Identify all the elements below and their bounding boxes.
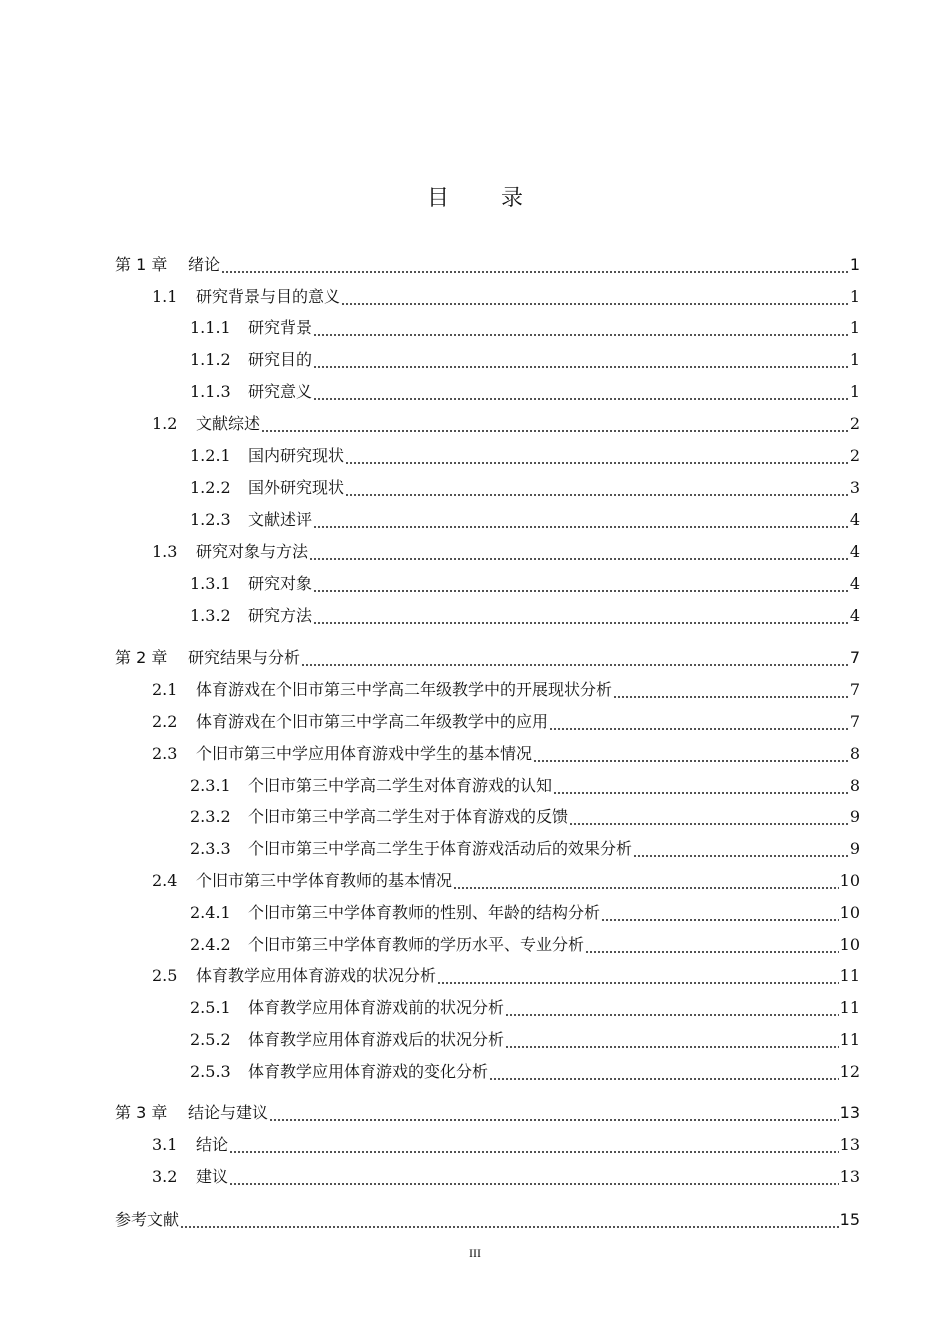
toc-dot-leader [505, 998, 839, 1018]
toc-entry-label: 文献述评 [248, 510, 313, 529]
toc-entry[interactable] [152, 740, 860, 764]
toc-dot-leader [261, 414, 849, 434]
toc-entry[interactable] [190, 602, 860, 626]
toc-dot-leader [180, 1210, 839, 1230]
toc-entry-page: 11 [839, 998, 860, 1017]
toc-entry[interactable] [152, 283, 860, 307]
toc-entry-label: 研究目的 [248, 350, 313, 369]
toc-entry-number: 第 1 章 [115, 255, 168, 274]
toc-entry[interactable] [190, 1026, 860, 1050]
toc-entry-label: 个旧市第三中学体育教师的性别、年龄的结构分析 [248, 903, 601, 922]
toc-entry-page: 1 [849, 255, 860, 274]
toc-entry[interactable] [190, 346, 860, 370]
toc-entry-label: 个旧市第三中学体育教师的基本情况 [196, 871, 453, 890]
toc-dot-leader [229, 1167, 839, 1187]
toc-dot-leader [549, 712, 849, 732]
toc-entry-label: 体育游戏在个旧市第三中学高二年级教学中的应用 [196, 712, 549, 731]
toc-entry-label: 结论与建议 [188, 1103, 269, 1122]
toc-entry-page: 2 [849, 446, 860, 465]
toc-entry[interactable] [152, 962, 860, 986]
toc-entry-page: 1 [849, 287, 860, 306]
toc-entry-page: 11 [839, 966, 860, 985]
toc-entry[interactable] [190, 835, 860, 859]
toc-entry-number: 1.1.2 [190, 350, 231, 369]
toc-entry-page: 10 [839, 903, 860, 922]
toc-dot-leader [313, 318, 849, 338]
toc-entry-label: 结论 [196, 1135, 229, 1154]
toc-dot-leader [553, 776, 849, 796]
toc-entry-page: 4 [849, 606, 860, 625]
toc-entry-label: 研究意义 [248, 382, 313, 401]
toc-entry-page: 10 [839, 871, 860, 890]
toc-entry-label: 文献综述 [196, 414, 261, 433]
toc-entry[interactable] [190, 1058, 860, 1082]
toc-dot-leader [269, 1103, 839, 1123]
toc-dot-leader [313, 382, 849, 402]
toc-dot-leader [313, 606, 849, 626]
toc-entry-number: 2.4 [152, 871, 178, 890]
toc-dot-leader [533, 744, 849, 764]
toc-dot-leader [601, 903, 839, 923]
toc-entry-label: 国外研究现状 [248, 478, 345, 497]
toc-entry-page: 15 [839, 1210, 860, 1229]
toc-entry-page: 1 [849, 350, 860, 369]
toc-entry[interactable] [190, 931, 860, 955]
toc-entry[interactable] [152, 708, 860, 732]
toc-entry-number: 1.2.1 [190, 446, 231, 465]
toc-entry-number: 1.2.3 [190, 510, 231, 529]
toc-entry[interactable] [190, 994, 860, 1018]
toc-entry-label: 绪论 [188, 255, 221, 274]
toc-entry[interactable] [152, 538, 860, 562]
toc-dot-leader [345, 478, 849, 498]
toc-entry-number: 1.1.3 [190, 382, 231, 401]
toc-entry-page: 3 [849, 478, 860, 497]
toc-entry[interactable] [152, 1131, 860, 1155]
toc-entry-number: 2.4.2 [190, 935, 231, 954]
toc-entry-label: 研究对象与方法 [196, 542, 309, 561]
toc-entry-label: 研究对象 [248, 574, 313, 593]
toc-entry-number: 1.2.2 [190, 478, 231, 497]
toc-entry-number: 第 2 章 [115, 648, 168, 667]
toc-title-right: 录 [501, 186, 524, 211]
toc-entry-label: 研究背景与目的意义 [196, 287, 341, 306]
toc-entry-number: 1.2 [152, 414, 178, 433]
toc-chapter-entry[interactable] [115, 1099, 860, 1123]
toc-entry-number: 2.3.1 [190, 776, 231, 795]
toc-entry-label: 个旧市第三中学体育教师的学历水平、专业分析 [248, 935, 585, 954]
toc-entry-number: 3.2 [152, 1167, 178, 1186]
toc-entry-page: 8 [849, 776, 860, 795]
toc-entry-label: 个旧市第三中学高二学生对于体育游戏的反馈 [248, 807, 569, 826]
toc-entry-label: 参考文献 [115, 1210, 180, 1229]
toc-entry-number: 2.3 [152, 744, 178, 763]
toc-entry-label: 研究结果与分析 [188, 648, 301, 667]
toc-entry-number: 1.1 [152, 287, 178, 306]
toc-dot-leader [505, 1030, 839, 1050]
toc-dot-leader [313, 510, 849, 530]
toc-entry[interactable] [152, 676, 860, 700]
toc-entry-page: 9 [849, 839, 860, 858]
toc-entry[interactable] [190, 772, 860, 796]
toc-entry[interactable] [190, 442, 860, 466]
toc-chapter-entry[interactable] [115, 251, 860, 275]
toc-entry-number: 3.1 [152, 1135, 178, 1154]
toc-entry-page: 13 [839, 1135, 860, 1154]
toc-entry[interactable] [190, 899, 860, 923]
toc-entry-page: 12 [839, 1062, 860, 1081]
toc-entry-number: 1.3 [152, 542, 178, 561]
toc-dot-leader [453, 871, 839, 891]
toc-dot-leader [585, 935, 839, 955]
toc-entry[interactable] [190, 506, 860, 530]
toc-entry-number: 第 3 章 [115, 1103, 168, 1122]
toc-entry[interactable] [152, 867, 860, 891]
toc-entry-number: 1.1.1 [190, 318, 231, 337]
toc-dot-leader [301, 648, 849, 668]
toc-dot-leader [309, 542, 849, 562]
toc-entry-page: 4 [849, 510, 860, 529]
toc-entry-page: 4 [849, 574, 860, 593]
toc-entry-page: 13 [839, 1103, 860, 1122]
toc-entry-number: 2.5.1 [190, 998, 231, 1017]
toc-chapter-entry[interactable] [115, 644, 860, 668]
toc-entry-label: 个旧市第三中学高二学生于体育游戏活动后的效果分析 [248, 839, 633, 858]
toc-dot-leader [437, 966, 839, 986]
toc-entry-number: 2.5 [152, 966, 178, 985]
page-number: III [469, 1246, 481, 1260]
toc-entry-page: 4 [849, 542, 860, 561]
toc-dot-leader [489, 1062, 839, 1082]
toc-entry-number: 1.3.1 [190, 574, 231, 593]
toc-entry[interactable] [190, 570, 860, 594]
toc-entry-page: 13 [839, 1167, 860, 1186]
toc-entry-label: 体育教学应用体育游戏后的状况分析 [248, 1030, 505, 1049]
toc-entry-label: 建议 [196, 1167, 229, 1186]
toc-chapter-entry[interactable] [115, 1206, 860, 1230]
toc-entry-label: 研究背景 [248, 318, 313, 337]
toc-dot-leader [229, 1135, 839, 1155]
toc-dot-leader [313, 574, 849, 594]
toc-entry-page: 7 [849, 712, 860, 731]
toc-entry-label: 国内研究现状 [248, 446, 345, 465]
toc-entry-page: 2 [849, 414, 860, 433]
toc-title [0, 181, 950, 212]
toc-entry-page: 9 [849, 807, 860, 826]
toc-entry[interactable] [190, 474, 860, 498]
toc-dot-leader [569, 807, 849, 827]
toc-dot-leader [313, 350, 849, 370]
toc-entry-page: 7 [849, 648, 860, 667]
toc-entry-page: 7 [849, 680, 860, 699]
toc-entry[interactable] [190, 378, 860, 402]
toc-entry-number: 1.3.2 [190, 606, 231, 625]
toc-entry[interactable] [152, 1163, 860, 1187]
toc-dot-leader [613, 680, 849, 700]
toc-entry[interactable] [190, 803, 860, 827]
toc-entry-number: 2.5.2 [190, 1030, 231, 1049]
toc-dot-leader [345, 446, 849, 466]
toc-entry-number: 2.3.2 [190, 807, 231, 826]
toc-entry-label: 研究方法 [248, 606, 313, 625]
toc-entry-number: 2.5.3 [190, 1062, 231, 1081]
toc-entry-label: 个旧市第三中学高二学生对体育游戏的认知 [248, 776, 553, 795]
toc-entry[interactable] [152, 410, 860, 434]
toc-entry-number: 2.2 [152, 712, 178, 731]
toc-dot-leader [633, 839, 849, 859]
toc-entry-label: 体育游戏在个旧市第三中学高二年级教学中的开展现状分析 [196, 680, 613, 699]
toc-entry-label: 体育教学应用体育游戏的变化分析 [248, 1062, 489, 1081]
toc-entry-number: 2.4.1 [190, 903, 231, 922]
toc-entry-label: 体育教学应用体育游戏前的状况分析 [248, 998, 505, 1017]
toc-entry-number: 2.1 [152, 680, 178, 699]
toc-entry-page: 1 [849, 318, 860, 337]
toc-entry-number: 2.3.3 [190, 839, 231, 858]
toc-dot-leader [221, 255, 849, 275]
toc-dot-leader [341, 287, 849, 307]
toc-entry-page: 1 [849, 382, 860, 401]
toc-entry-label: 个旧市第三中学应用体育游戏中学生的基本情况 [196, 744, 533, 763]
toc-entry-page: 11 [839, 1030, 860, 1049]
toc-entry[interactable] [190, 314, 860, 338]
toc-entry-label: 体育教学应用体育游戏的状况分析 [196, 966, 437, 985]
toc-title-left: 目 [426, 186, 449, 211]
toc-entry-page: 10 [839, 935, 860, 954]
toc-entry-page: 8 [849, 744, 860, 763]
